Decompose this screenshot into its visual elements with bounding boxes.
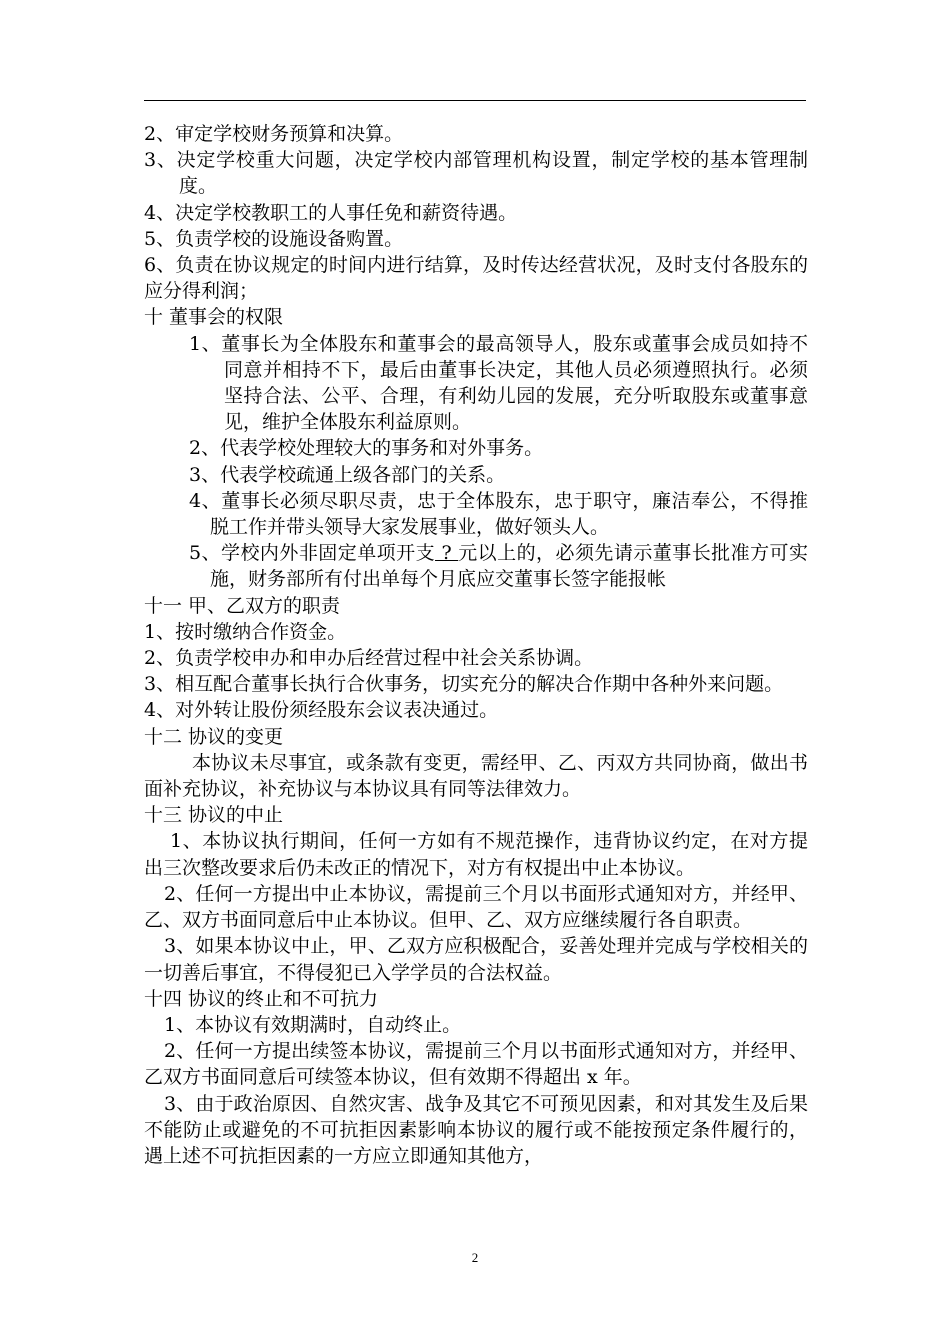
section-11-item-2: 2、负责学校申办和申办后经营过程中社会关系协调。 [144, 647, 594, 670]
item-2: 2、审定学校财务预算和决算。 [144, 123, 404, 145]
amount-blank: ? [435, 542, 459, 565]
section-10-item-1: 1、董事长为全体股东和董事会的最高领导人，股东或董事会成员如持不同意并相持不下，最后由董事长决定，其他人员必须遵照执行。必须坚持合法、公平、合理，有利幼儿园的发展，充分听取股东或董事意见，维护全体股东利益原则。 [189, 332, 808, 434]
item-4: 4、决定学校教职工的人事任免和薪资待遇。 [144, 201, 518, 224]
section-10-heading: 十 董事会的权限 [144, 306, 284, 329]
section-12-heading: 十二 协议的变更 [144, 725, 284, 748]
section-10-item-3: 3、代表学校疏通上级各部门的关系。 [189, 463, 506, 486]
document-body [144, 121, 808, 1169]
section-13-item-1: 1、本协议执行期间，任何一方如有不规范操作，违背协议约定，在对方提出三次整改要求后仍未改正的情况下，对方有权提出中止本协议。 [144, 830, 808, 879]
section-12-paragraph: 本协议未尽事宜，或条款有变更，需经甲、乙、丙双方共同协商，做出书面补充协议，补充协议与本协议具有同等法律效力。 [144, 751, 808, 801]
section-14-item-3: 3、由于政治原因、自然灾害、战争及其它不可预见因素，和对其发生及后果不能防止或避免的不可抗拒因素影响本协议的履行或不能按预定条件履行的，遇上述不可抗拒因素的一方应立即通知其他方， [144, 1092, 808, 1167]
section-11-heading: 十一 甲、乙双方的职责 [144, 594, 341, 617]
section-10-item-5-text-a: 5、学校内外非固定单项开支 [189, 542, 436, 565]
section-14-item-2: 2、任何一方提出续签本协议，需提前三个月以书面形式通知对方，并经甲、乙双方书面同意后可续签本协议，但有效期不得超出 x 年。 [144, 1040, 808, 1089]
item-3: 3、决定学校重大问题，决定学校内部管理机构设置，制定学校的基本管理制度。 [144, 149, 808, 198]
section-10-item-4: 4、董事长必须尽职尽责，忠于全体股东，忠于职守，廉洁奉公，不得推脱工作并带头领导大家发展事业，做好领头人。 [189, 489, 808, 539]
section-13-heading: 十三 协议的中止 [144, 804, 284, 827]
section-10-item-2: 2、代表学校处理较大的事务和对外事务。 [189, 437, 544, 460]
section-13-item-3: 3、如果本协议中止，甲、乙双方应积极配合，妥善处理并完成与学校相关的一切善后事宜，不得侵犯已入学学员的合法权益。 [144, 935, 808, 984]
section-14-heading: 十四 协议的终止和不可抗力 [144, 987, 379, 1010]
section-10-item-5-text-b: 元以上的，必须先请示董事长批准方可实施，财务部所有付出单每个月底应交董事长签字能报帐 [210, 542, 808, 591]
item-5: 5、负责学校的设施设备购置。 [144, 227, 404, 250]
header-rule [144, 100, 806, 101]
section-11-item-3: 3、相互配合董事长执行合伙事务，切实充分的解决合作期中各种外来问题。 [144, 673, 784, 696]
section-13-item-2: 2、任何一方提出中止本协议，需提前三个月以书面形式通知对方，并经甲、乙、双方书面同意后中止本协议。但甲、乙、双方应继续履行各自职责。 [144, 882, 808, 932]
section-11-item-1: 1、按时缴纳合作资金。 [144, 620, 347, 643]
item-6: 6、负责在协议规定的时间内进行结算，及时传达经营状况，及时支付各股东的应分得利润； [144, 254, 808, 303]
page-number: 2 [471, 1250, 479, 1265]
section-14-item-1: 1、本协议有效期满时，自动终止。 [164, 1013, 462, 1036]
section-11-item-4: 4、对外转让股份须经股东会议表决通过。 [144, 699, 499, 722]
section-10-item-5 [144, 540, 808, 592]
